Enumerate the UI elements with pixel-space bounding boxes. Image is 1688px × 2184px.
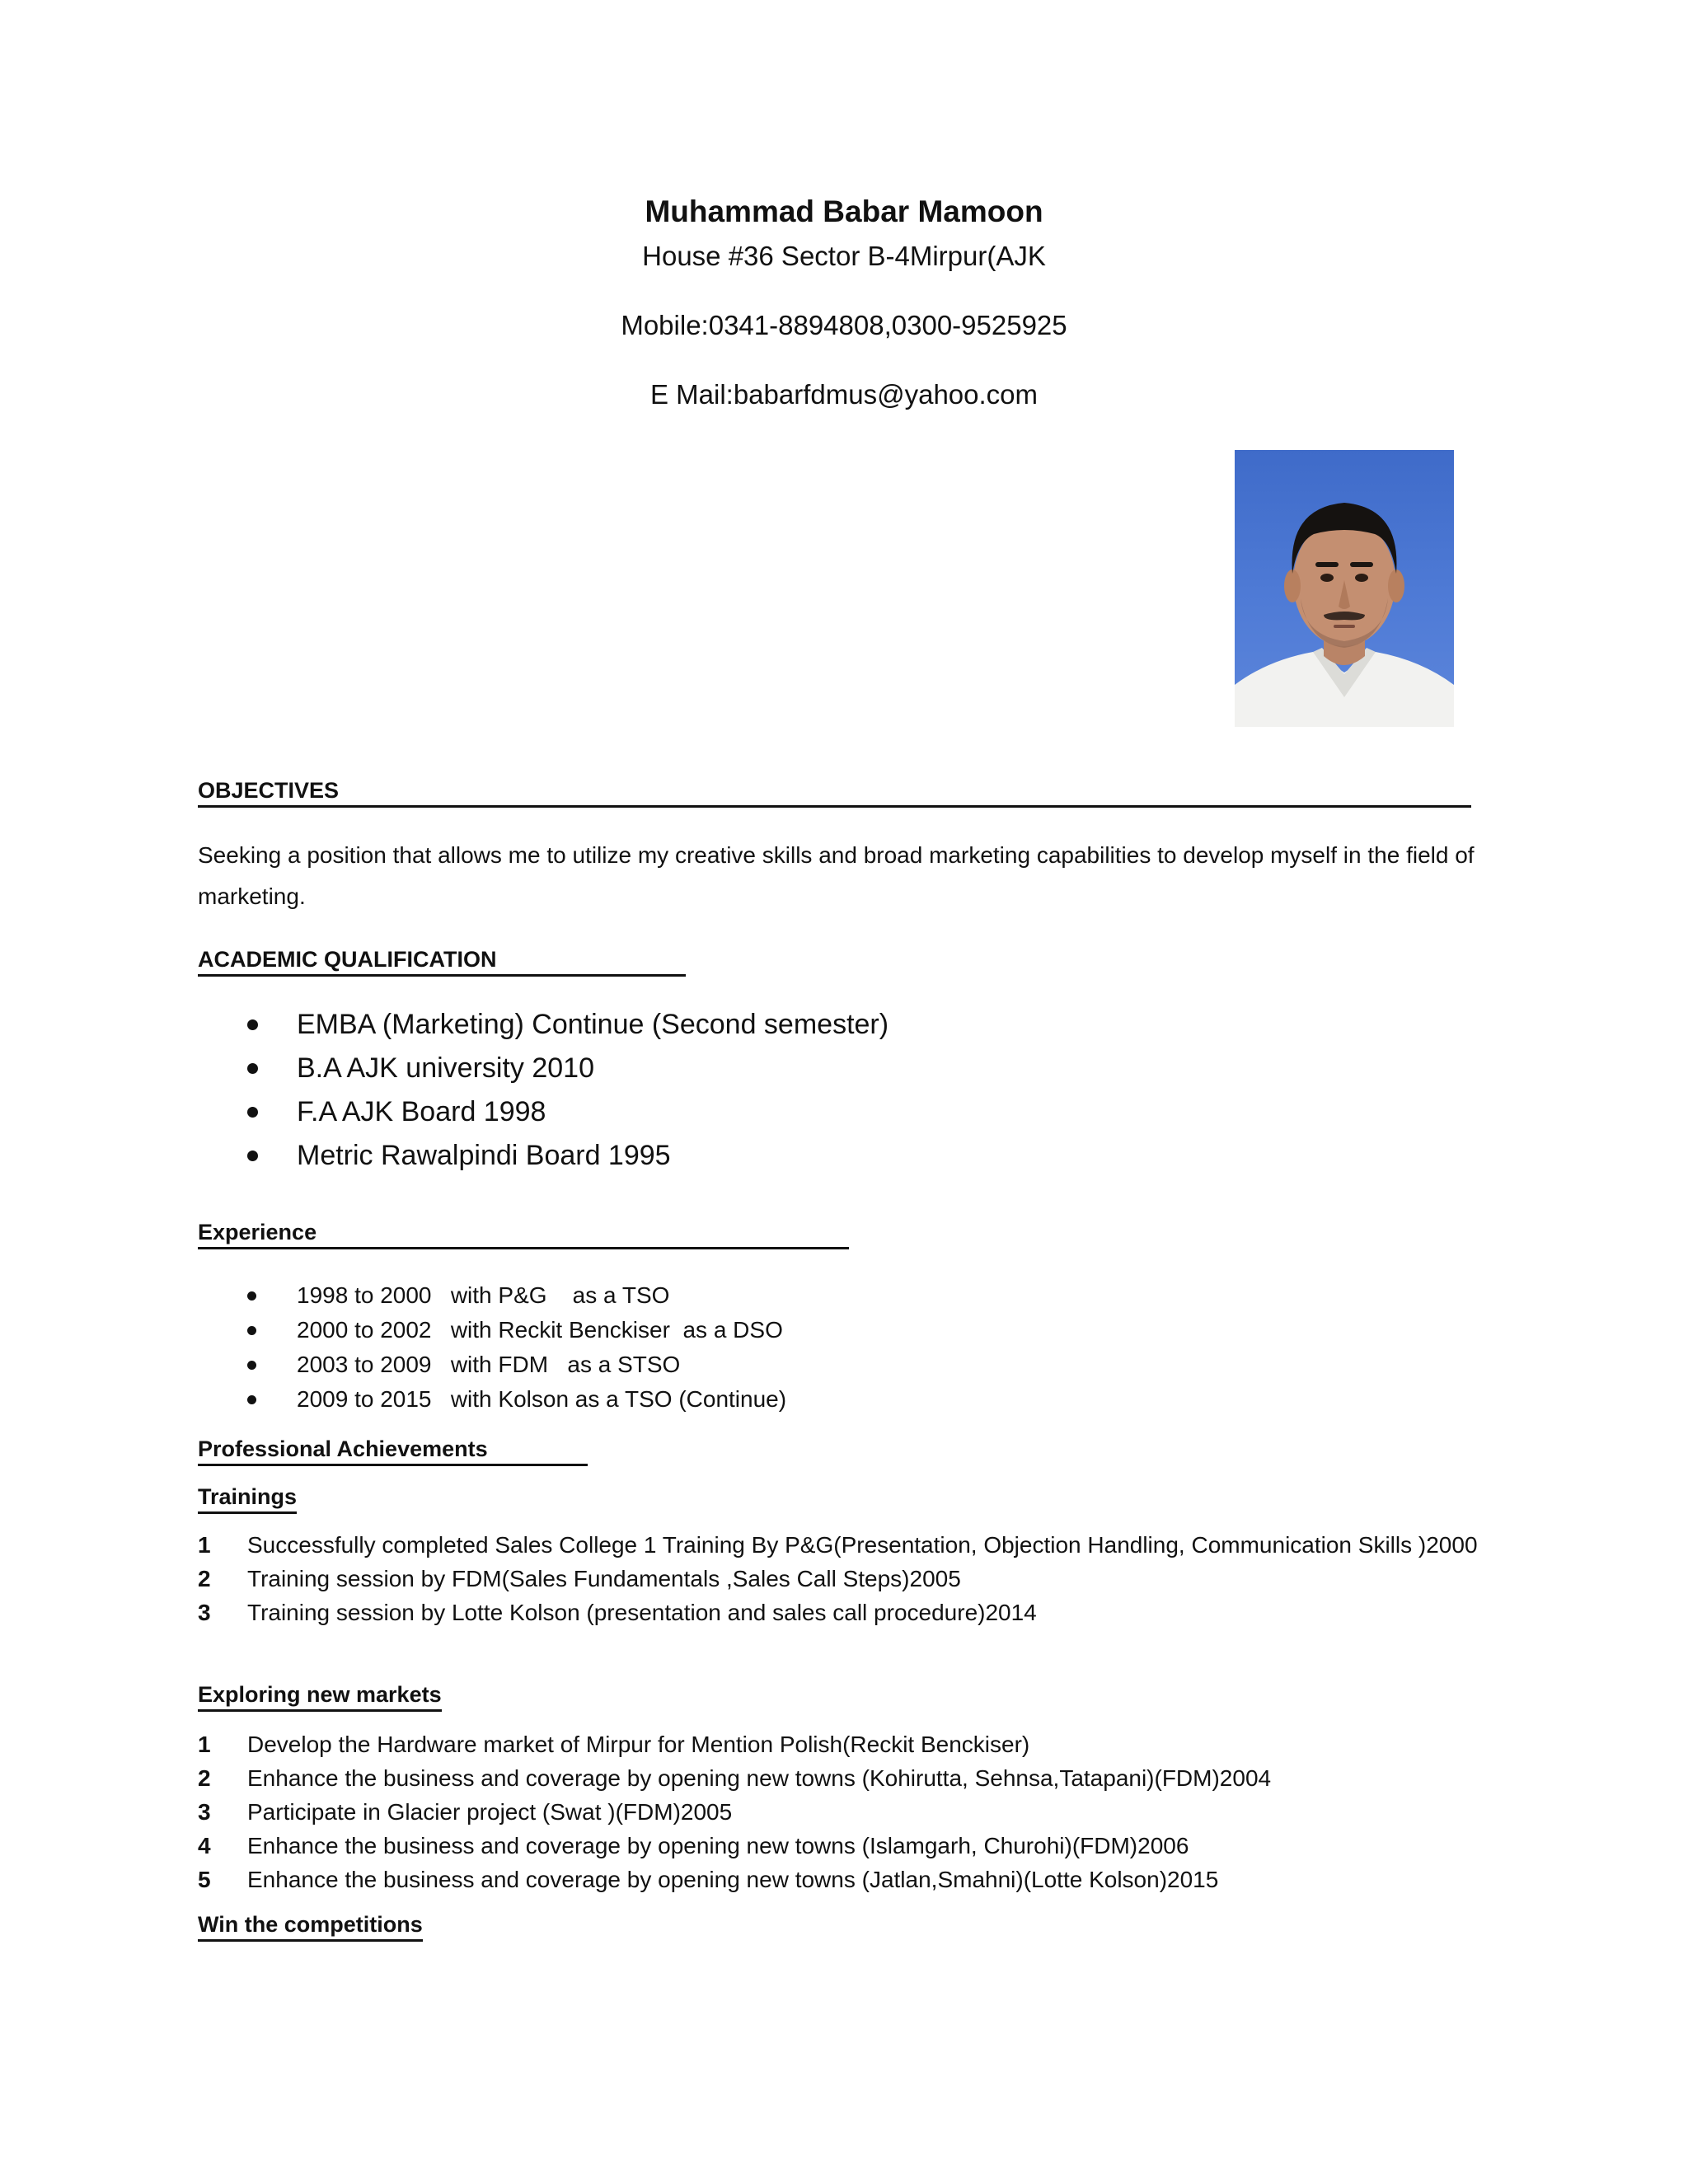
bullet-icon: [247, 1107, 258, 1118]
objectives-text: Seeking a position that allows me to utilize my creative skills and broad marketing capabilities to develop myself in the field of marketing.: [198, 842, 1475, 909]
list-number: 1: [198, 1532, 211, 1558]
section-heading-achievements: Professional Achievements: [198, 1436, 588, 1466]
bullet-icon: [247, 1019, 258, 1030]
section-heading-experience: Experience: [198, 1219, 849, 1249]
markets-list: [198, 1727, 1508, 1896]
bullet-icon: [247, 1291, 256, 1301]
bullet-icon: [247, 1151, 258, 1161]
list-item: F.A AJK Board 1998: [198, 1090, 889, 1134]
list-number: 4: [198, 1833, 211, 1858]
experience-list: [198, 1278, 786, 1417]
list-item: B.A AJK university 2010: [198, 1047, 889, 1090]
list-item: 2 Training session by FDM(Sales Fundamentals ,Sales Call Steps)2005: [198, 1562, 1508, 1596]
portrait-photo: [1235, 450, 1454, 727]
bullet-icon: [247, 1063, 258, 1074]
list-item: 3 Training session by Lotte Kolson (presentation and sales call procedure)2014: [198, 1596, 1508, 1629]
list-item: 5 Enhance the business and coverage by opening new towns (Jatlan,Smahni)(Lotte Kolson)2015: [198, 1863, 1508, 1896]
section-heading-academic: ACADEMIC QUALIFICATION: [198, 946, 686, 977]
candidate-email: E Mail:babarfdmus@yahoo.com: [649, 379, 1039, 410]
bullet-icon: [247, 1361, 256, 1370]
list-item: 4 Enhance the business and coverage by opening new towns (Islamgarh, Churohi)(FDM)2006: [198, 1829, 1508, 1863]
list-item: 1998 to 2000 with P&G as a TSO: [198, 1278, 786, 1313]
list-number: 5: [198, 1867, 211, 1892]
candidate-address: House #36 Sector B-4Mirpur(AJK: [642, 241, 1046, 271]
candidate-mobile: Mobile:0341-8894808,0300-9525925: [621, 310, 1067, 340]
list-item: 3 Participate in Glacier project (Swat )(FDM)2005: [198, 1795, 1508, 1829]
list-item: EMBA (Marketing) Continue (Second semester): [198, 1003, 889, 1047]
list-item: Metric Rawalpindi Board 1995: [198, 1134, 889, 1178]
list-item: 2000 to 2002 with Reckit Benckiser as a DSO: [198, 1313, 786, 1347]
list-number: 2: [198, 1566, 211, 1591]
list-number: 2: [198, 1765, 211, 1791]
bullet-icon: [247, 1395, 256, 1404]
list-item: 1 Develop the Hardware market of Mirpur for Mention Polish(Reckit Benckiser): [198, 1727, 1508, 1761]
list-item: 2009 to 2015 with Kolson as a TSO (Continue): [198, 1382, 786, 1417]
bullet-icon: [247, 1326, 256, 1335]
list-number: 3: [198, 1799, 211, 1825]
section-heading-objectives: OBJECTIVES: [198, 777, 1471, 808]
portrait-illustration: [1235, 450, 1454, 727]
trainings-list: [198, 1528, 1508, 1629]
list-item: 2003 to 2009 with FDM as a STSO: [198, 1347, 786, 1382]
section-heading-trainings: Trainings: [198, 1483, 297, 1514]
section-heading-markets: Exploring new markets: [198, 1681, 442, 1712]
list-number: 3: [198, 1600, 211, 1625]
list-item: 2 Enhance the business and coverage by opening new towns (Kohirutta, Sehnsa,Tatapani)(FDM)2004: [198, 1761, 1508, 1795]
section-heading-competitions: Win the competitions: [198, 1911, 423, 1942]
candidate-name: Muhammad Babar Mamoon: [645, 194, 1043, 228]
academic-list: [198, 1003, 889, 1178]
list-number: 1: [198, 1732, 211, 1757]
list-item: 1 Successfully completed Sales College 1 Training By P&G(Presentation, Objection Handling, Communication Skills )2000: [198, 1528, 1508, 1562]
